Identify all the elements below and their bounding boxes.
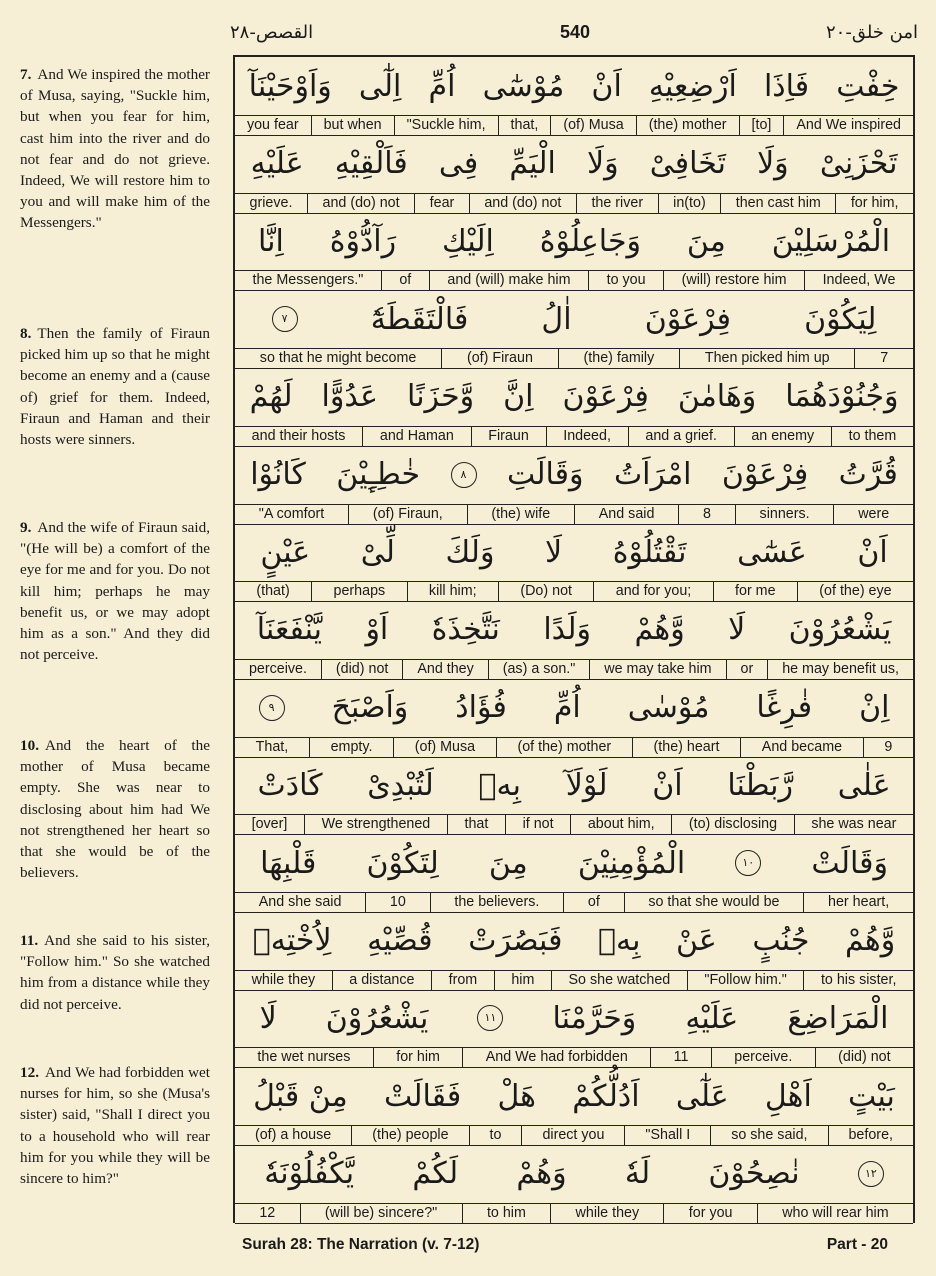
gloss-cell: (of) a house xyxy=(254,1127,332,1144)
gloss-cell: 10 xyxy=(365,893,429,912)
arabic-word: وَاَصْبَحَ xyxy=(331,690,409,726)
gloss-cell: (of) Musa xyxy=(393,738,496,757)
arabic-word: وَّهُمْ xyxy=(844,923,896,959)
gloss-cell: her heart, xyxy=(803,893,913,912)
gloss-cell: to his sister, xyxy=(803,971,913,990)
gloss-cell: and their hosts xyxy=(251,427,346,444)
arabic-word: فِرْعَوْنَ xyxy=(644,301,732,337)
arabic-word: جُنُبٍ xyxy=(752,923,810,959)
gloss-cell: who will rear him xyxy=(757,1204,913,1223)
arabic-word: لِتَكُوْنَ xyxy=(366,845,439,881)
gloss-line xyxy=(235,1125,913,1146)
gloss-cell: "A comfort xyxy=(258,505,325,522)
arabic-word: مِنَ xyxy=(488,845,528,881)
gloss-cell: to xyxy=(469,1126,522,1145)
arabic-word: وَهَامٰنَ xyxy=(677,379,757,415)
gloss-cell: "Shall I xyxy=(624,1126,710,1145)
gloss-cell: you fear xyxy=(246,117,299,133)
juz-name-header: امن خلق-٢٠ xyxy=(825,22,918,43)
gloss-cell: the river xyxy=(576,194,658,213)
arabic-word: اِلَيْكِ xyxy=(442,223,494,259)
arabic-word: فَاِذَا xyxy=(763,68,810,104)
gloss-cell: and (will) make him xyxy=(429,271,588,290)
arabic-word: مُوْسٰى xyxy=(627,690,710,726)
arabic-word: خِفْتِ xyxy=(836,68,900,104)
gloss-cell: 8 xyxy=(678,505,735,524)
gloss-cell: sinners. xyxy=(735,505,834,524)
gloss-cell: (the) people xyxy=(351,1126,468,1145)
gloss-cell: so that he might become xyxy=(259,350,417,367)
gloss-cell: she was near xyxy=(794,815,913,834)
verse-row xyxy=(235,1145,913,1223)
gloss-cell: Indeed, We xyxy=(804,271,913,290)
arabic-word: عَيْنٍ xyxy=(260,534,311,570)
arabic-word: لِّىْ xyxy=(360,534,395,570)
arabic-word: لَا xyxy=(545,534,563,570)
gloss-line xyxy=(235,426,913,447)
arabic-word: تَحْزَنِىْ xyxy=(819,146,898,182)
gloss-cell: (will be) sincere?" xyxy=(300,1204,462,1223)
verse-number: 8. xyxy=(20,325,32,342)
gloss-cell: (the) wife xyxy=(467,505,574,524)
arabic-word: كَانُوْا xyxy=(250,457,306,492)
gloss-cell: the wet nurses xyxy=(257,1049,351,1066)
arabic-word: لِاُخْتِهٖ xyxy=(252,923,332,959)
gloss-cell: and (do) not xyxy=(469,194,576,213)
gloss-line xyxy=(235,1203,913,1224)
arabic-word: وَاَوْحَيْنَآ xyxy=(248,68,332,104)
arabic-word: تَخَافِىْ xyxy=(649,146,726,182)
gloss-cell: (did) not xyxy=(815,1048,913,1067)
arabic-word: الْمُرْسَلِيْنَ xyxy=(771,223,891,259)
gloss-cell: perhaps xyxy=(311,582,406,601)
gloss-line xyxy=(235,1047,913,1068)
arabic-word: مِنْ قَبْلُ xyxy=(253,1078,348,1114)
ayah-number-marker: ٩ xyxy=(259,695,285,721)
arabic-word: الْمُؤْمِنِيْنَ xyxy=(577,845,686,881)
gloss-cell: And We had forbidden xyxy=(462,1048,650,1067)
page-number: 540 xyxy=(559,22,591,42)
arabic-word: اِنْ xyxy=(859,690,890,726)
gloss-cell: (the) heart xyxy=(632,738,740,757)
arabic-word: وَحَرَّمْنَا xyxy=(552,1000,637,1036)
arabic-word: الْيَمِّ xyxy=(509,146,556,182)
gloss-cell: so that she would be xyxy=(624,893,804,912)
gloss-line xyxy=(235,814,913,835)
arabic-word: بَيْتٍ xyxy=(848,1078,895,1114)
arabic-word: رَّبَطْنَا xyxy=(727,767,794,803)
arabic-line xyxy=(235,57,913,115)
gloss-cell: and (do) not xyxy=(307,194,414,213)
verse-row xyxy=(235,57,913,135)
gloss-cell: from xyxy=(431,971,494,990)
arabic-word: وَهُمْ xyxy=(516,1156,567,1192)
arabic-word: اَوْ xyxy=(365,612,389,648)
arabic-word: يَشْعُرُوْنَ xyxy=(788,612,892,648)
translation-paragraph xyxy=(20,517,210,665)
arabic-line xyxy=(235,601,913,659)
gloss-cell: of xyxy=(563,893,623,912)
translation-text: And the heart of the mother of Musa became empty. She was near to disclosing about him had We not strengthened her heart so that she would be of the believers. xyxy=(20,737,210,882)
gloss-cell: And she said xyxy=(258,894,342,910)
arabic-word: لَا xyxy=(728,612,746,648)
gloss-cell: that xyxy=(447,815,505,834)
gloss-cell: and Haman xyxy=(362,427,470,446)
arabic-word: اَنْ xyxy=(591,68,622,104)
arabic-word: اٰلُ xyxy=(541,301,572,337)
gloss-cell: the Messengers." xyxy=(252,272,364,289)
gloss-cell: fear xyxy=(414,194,469,213)
arabic-word: اَنْ xyxy=(652,767,683,803)
gloss-cell: "Suckle him, xyxy=(394,116,498,135)
arabic-line xyxy=(235,446,913,504)
gloss-cell: in(to) xyxy=(658,194,721,213)
gloss-cell: Indeed, xyxy=(546,427,628,446)
verse-number: 7. xyxy=(20,66,32,83)
gloss-cell: then cast him xyxy=(720,194,835,213)
word-by-word-grid xyxy=(233,55,915,1223)
gloss-cell: direct you xyxy=(521,1126,624,1145)
gloss-cell: (of) Musa xyxy=(550,116,635,135)
gloss-cell: of xyxy=(381,271,429,290)
arabic-line xyxy=(235,834,913,892)
arabic-word: يَشْعُرُوْنَ xyxy=(325,1000,429,1036)
arabic-word: عَلٰٓى xyxy=(675,1078,729,1114)
arabic-word: مِنَ xyxy=(686,223,726,259)
arabic-line xyxy=(235,1067,913,1125)
arabic-word: وَجُنُوْدَهُمَا xyxy=(785,379,899,415)
verse-row xyxy=(235,290,913,368)
arabic-word: عَسٰٓى xyxy=(737,534,807,570)
gloss-cell: 11 xyxy=(650,1048,711,1067)
gloss-cell: (of the) eye xyxy=(797,582,913,601)
gloss-cell: perceive. xyxy=(248,660,307,677)
translation-paragraph xyxy=(20,735,210,883)
translation-text: And the wife of Firaun said, "(He will be) a comfort of the eye for me and for you. Do not kill him; perhaps he may benefit us, or we may adopt him as a son." And they did not perceive. xyxy=(20,519,210,664)
gloss-cell: for him xyxy=(373,1048,463,1067)
arabic-word: اَنْ xyxy=(857,534,888,570)
gloss-cell: kill him; xyxy=(407,582,498,601)
gloss-cell: (Do) not xyxy=(498,582,593,601)
gloss-cell: And said xyxy=(574,505,678,524)
arabic-word: فِى xyxy=(438,146,479,182)
gloss-cell: a distance xyxy=(332,971,431,990)
arabic-word: لَوْلَآ xyxy=(565,767,608,803)
arabic-word: قُرَّتُ xyxy=(838,457,898,492)
gloss-cell: for me xyxy=(713,582,797,601)
arabic-word: عَلَيْهِ xyxy=(685,1000,739,1036)
gloss-line xyxy=(235,581,913,602)
gloss-cell: and a grief. xyxy=(628,427,734,446)
gloss-cell: about him, xyxy=(570,815,671,834)
gloss-cell: (of) Firaun, xyxy=(348,505,467,524)
gloss-cell: (as) a son." xyxy=(488,660,590,679)
gloss-cell: him xyxy=(494,971,551,990)
verse-row xyxy=(235,135,913,213)
gloss-cell: (did) not xyxy=(321,660,402,679)
translation-text: And We inspired the mother of Musa, saying, "Suckle him, but when you fear for him, cast him into the river and do not fear and do not grieve. Indeed, We will restore him to you and will make him of the Messengers." xyxy=(20,66,210,232)
gloss-cell: 12 xyxy=(259,1204,276,1221)
arabic-word: فَبَصُرَتْ xyxy=(468,923,563,959)
gloss-cell: to them xyxy=(831,427,913,446)
arabic-word: وَّهُمْ xyxy=(634,612,685,648)
verse-row xyxy=(235,912,913,990)
arabic-line xyxy=(235,679,913,737)
arabic-word: بِهٖ xyxy=(598,923,641,959)
arabic-word: بِهٖ xyxy=(478,767,521,803)
arabic-word: لَتُبْدِىْ xyxy=(367,767,434,803)
gloss-cell: (of the) mother xyxy=(496,738,632,757)
verse-row xyxy=(235,679,913,757)
translation-text: And she said to his sister, "Follow him." So she watched him from a distance while they did not perceive. xyxy=(20,932,210,1013)
arabic-word: كَادَتْ xyxy=(257,767,323,803)
arabic-word: اُمِّ xyxy=(553,690,581,726)
gloss-cell: while they xyxy=(251,971,316,988)
arabic-line xyxy=(235,912,913,970)
gloss-cell: (that) xyxy=(256,583,290,600)
arabic-word: قُصِّيْهِ xyxy=(367,923,433,959)
translation-text: Then the family of Firaun picked him up so that he might become an enemy and a (cause of) grief for them. Indeed, Firaun and Haman and their hosts were sinners. xyxy=(20,325,210,449)
gloss-line xyxy=(235,970,913,991)
arabic-word: لَهٗ xyxy=(624,1156,651,1192)
arabic-word: عَنْ xyxy=(676,923,717,959)
verse-row xyxy=(235,989,913,1067)
arabic-word: فَالْتَقَطَهٗٓ xyxy=(370,301,469,337)
ayah-number-marker: ٧ xyxy=(272,306,298,332)
arabic-line xyxy=(235,290,913,348)
arabic-word: اَدُلُّكُمْ xyxy=(572,1078,640,1114)
arabic-word: عَلٰى xyxy=(837,767,891,803)
arabic-word: نٰصِحُوْنَ xyxy=(708,1156,800,1192)
arabic-word: اُمِّ xyxy=(428,68,456,104)
arabic-word: لَهُمْ xyxy=(249,379,293,415)
arabic-word: لَا xyxy=(259,1000,277,1036)
gloss-cell: We strengthened xyxy=(304,815,447,834)
arabic-line xyxy=(235,989,913,1047)
gloss-cell: 9 xyxy=(863,738,913,757)
gloss-cell: for him, xyxy=(835,194,913,213)
gloss-cell: And became xyxy=(740,738,863,757)
arabic-word: رَآدُّوْهُ xyxy=(329,223,397,259)
gloss-cell: before, xyxy=(828,1126,914,1145)
gloss-line xyxy=(235,737,913,758)
gloss-cell: And We inspired xyxy=(783,116,913,135)
gloss-line xyxy=(235,193,913,214)
arabic-word: يَّكْفُلُوْنَهٗ xyxy=(264,1156,355,1192)
verse-row xyxy=(235,446,913,524)
arabic-word: لِيَكُوْنَ xyxy=(804,301,877,337)
gloss-cell: he may benefit us, xyxy=(767,660,913,679)
arabic-word: عَلَيْهِ xyxy=(250,146,304,182)
surah-name-header: القصص-٢٨ xyxy=(230,22,314,43)
arabic-line xyxy=(235,135,913,193)
arabic-word: نَتَّخِذَهٗ xyxy=(431,612,500,648)
gloss-cell: so she said, xyxy=(710,1126,827,1145)
arabic-word: امْرَاَتُ xyxy=(613,457,692,492)
arabic-word: وَلَدًا xyxy=(543,612,592,648)
arabic-word: وَلَا xyxy=(757,146,789,182)
arabic-word: وَقَالَتْ xyxy=(811,845,888,881)
verse-number: 12. xyxy=(20,1064,39,1081)
arabic-word: وَجَاعِلُوْهُ xyxy=(539,223,641,259)
verse-row xyxy=(235,212,913,290)
gloss-cell: and for you; xyxy=(593,582,712,601)
gloss-cell: for you xyxy=(663,1204,756,1223)
arabic-word: وَلَكَ xyxy=(445,534,495,570)
gloss-cell: 7 xyxy=(854,349,913,368)
arabic-word: اَرْضِعِيْهِ xyxy=(648,68,737,104)
gloss-cell: [over] xyxy=(251,816,288,833)
arabic-word: اِلٰٓى xyxy=(358,68,402,104)
ayah-number-marker: ٨ xyxy=(451,462,477,488)
verse-row xyxy=(235,834,913,912)
arabic-word: وَّحَزَنًا xyxy=(407,379,475,415)
translation-text: And We had forbidden wet nurses for him, so she (Musa's sister) said, "Shall I direct you to a household who will rear him for you while they will be sincere to him?" xyxy=(20,1064,210,1188)
verse-number: 9. xyxy=(20,519,32,536)
arabic-line xyxy=(235,368,913,426)
translation-paragraph xyxy=(20,1062,210,1189)
gloss-line xyxy=(235,115,913,136)
arabic-word: مُوْسٰٓى xyxy=(482,68,565,104)
verse-number: 11. xyxy=(20,932,39,949)
gloss-cell: And they xyxy=(402,660,487,679)
arabic-line xyxy=(235,212,913,270)
gloss-line xyxy=(235,270,913,291)
arabic-word: تَقْتُلُوْهُ xyxy=(612,534,687,570)
arabic-word: فِرْعَوْنَ xyxy=(562,379,649,415)
gloss-cell: we may take him xyxy=(589,660,725,679)
translation-paragraph xyxy=(20,323,210,450)
gloss-line xyxy=(235,659,913,680)
verse-number: 10. xyxy=(20,737,39,754)
arabic-word: قَلْبِهَا xyxy=(260,845,317,881)
translation-paragraph xyxy=(20,64,210,234)
gloss-cell: to you xyxy=(588,271,663,290)
arabic-line xyxy=(235,1145,913,1203)
gloss-cell: while they xyxy=(550,1204,663,1223)
gloss-cell: an enemy xyxy=(734,427,831,446)
footer-title: Surah 28: The Narration (v. 7-12) xyxy=(242,1236,480,1253)
verse-row xyxy=(235,523,913,601)
arabic-word: فٰرِغًا xyxy=(756,690,813,726)
gloss-cell: So she watched xyxy=(551,971,687,990)
ayah-number-marker: ١٠ xyxy=(735,850,761,876)
gloss-cell: "Follow him." xyxy=(687,971,804,990)
arabic-word: اِنَّا xyxy=(258,223,284,259)
arabic-word: فَاَلْقِيْهِ xyxy=(334,146,408,182)
gloss-cell: if not xyxy=(505,815,570,834)
gloss-cell: Then picked him up xyxy=(679,349,854,368)
arabic-word: فَقَالَتْ xyxy=(383,1078,462,1114)
arabic-line xyxy=(235,756,913,814)
ayah-number-marker: ١١ xyxy=(477,1005,503,1031)
gloss-cell: to him xyxy=(462,1204,551,1223)
gloss-line xyxy=(235,348,913,369)
gloss-cell: or xyxy=(726,660,768,679)
gloss-cell: empty. xyxy=(309,738,393,757)
arabic-word: وَقَالَتِ xyxy=(506,457,584,492)
arabic-word: الْمَرَاضِعَ xyxy=(787,1000,889,1036)
gloss-cell: (the) family xyxy=(558,349,679,368)
gloss-cell: [to] xyxy=(739,116,784,135)
arabic-word: عَدُوًّا xyxy=(321,379,379,415)
arabic-word: فُؤَادُ xyxy=(455,690,507,726)
gloss-cell: the believers. xyxy=(430,893,564,912)
gloss-cell: (to) disclosing xyxy=(671,815,793,834)
verse-row xyxy=(235,756,913,834)
gloss-cell: were xyxy=(833,505,913,524)
arabic-word: يَّنْفَعَنَآ xyxy=(256,612,323,648)
arabic-word: اَهْلِ xyxy=(764,1078,812,1114)
gloss-cell: That, xyxy=(255,738,289,755)
footer-part: Part - 20 xyxy=(826,1236,888,1253)
gloss-cell: perceive. xyxy=(711,1048,815,1067)
arabic-word: خٰطِـِٕيْنَ xyxy=(336,457,421,492)
arabic-line xyxy=(235,523,913,581)
gloss-cell: (will) restore him xyxy=(663,271,804,290)
arabic-word: اِنَّ xyxy=(503,379,534,415)
gloss-line xyxy=(235,504,913,525)
gloss-cell: (the) mother xyxy=(636,116,739,135)
arabic-word: هَلْ xyxy=(497,1078,536,1114)
translation-paragraph xyxy=(20,930,210,1015)
gloss-cell: but when xyxy=(311,116,394,135)
gloss-cell: (of) Firaun xyxy=(441,349,558,368)
verse-row xyxy=(235,601,913,679)
verse-row xyxy=(235,1067,913,1145)
arabic-word: لَكُمْ xyxy=(412,1156,459,1192)
arabic-word: فِرْعَوْنَ xyxy=(721,457,809,492)
arabic-word: وَلَا xyxy=(586,146,619,182)
ayah-number-marker: ١٢ xyxy=(858,1161,884,1187)
gloss-line xyxy=(235,892,913,913)
gloss-cell: Firaun xyxy=(471,427,546,446)
gloss-cell: grieve. xyxy=(249,194,293,211)
verse-row xyxy=(235,368,913,446)
gloss-cell: that, xyxy=(498,116,551,135)
